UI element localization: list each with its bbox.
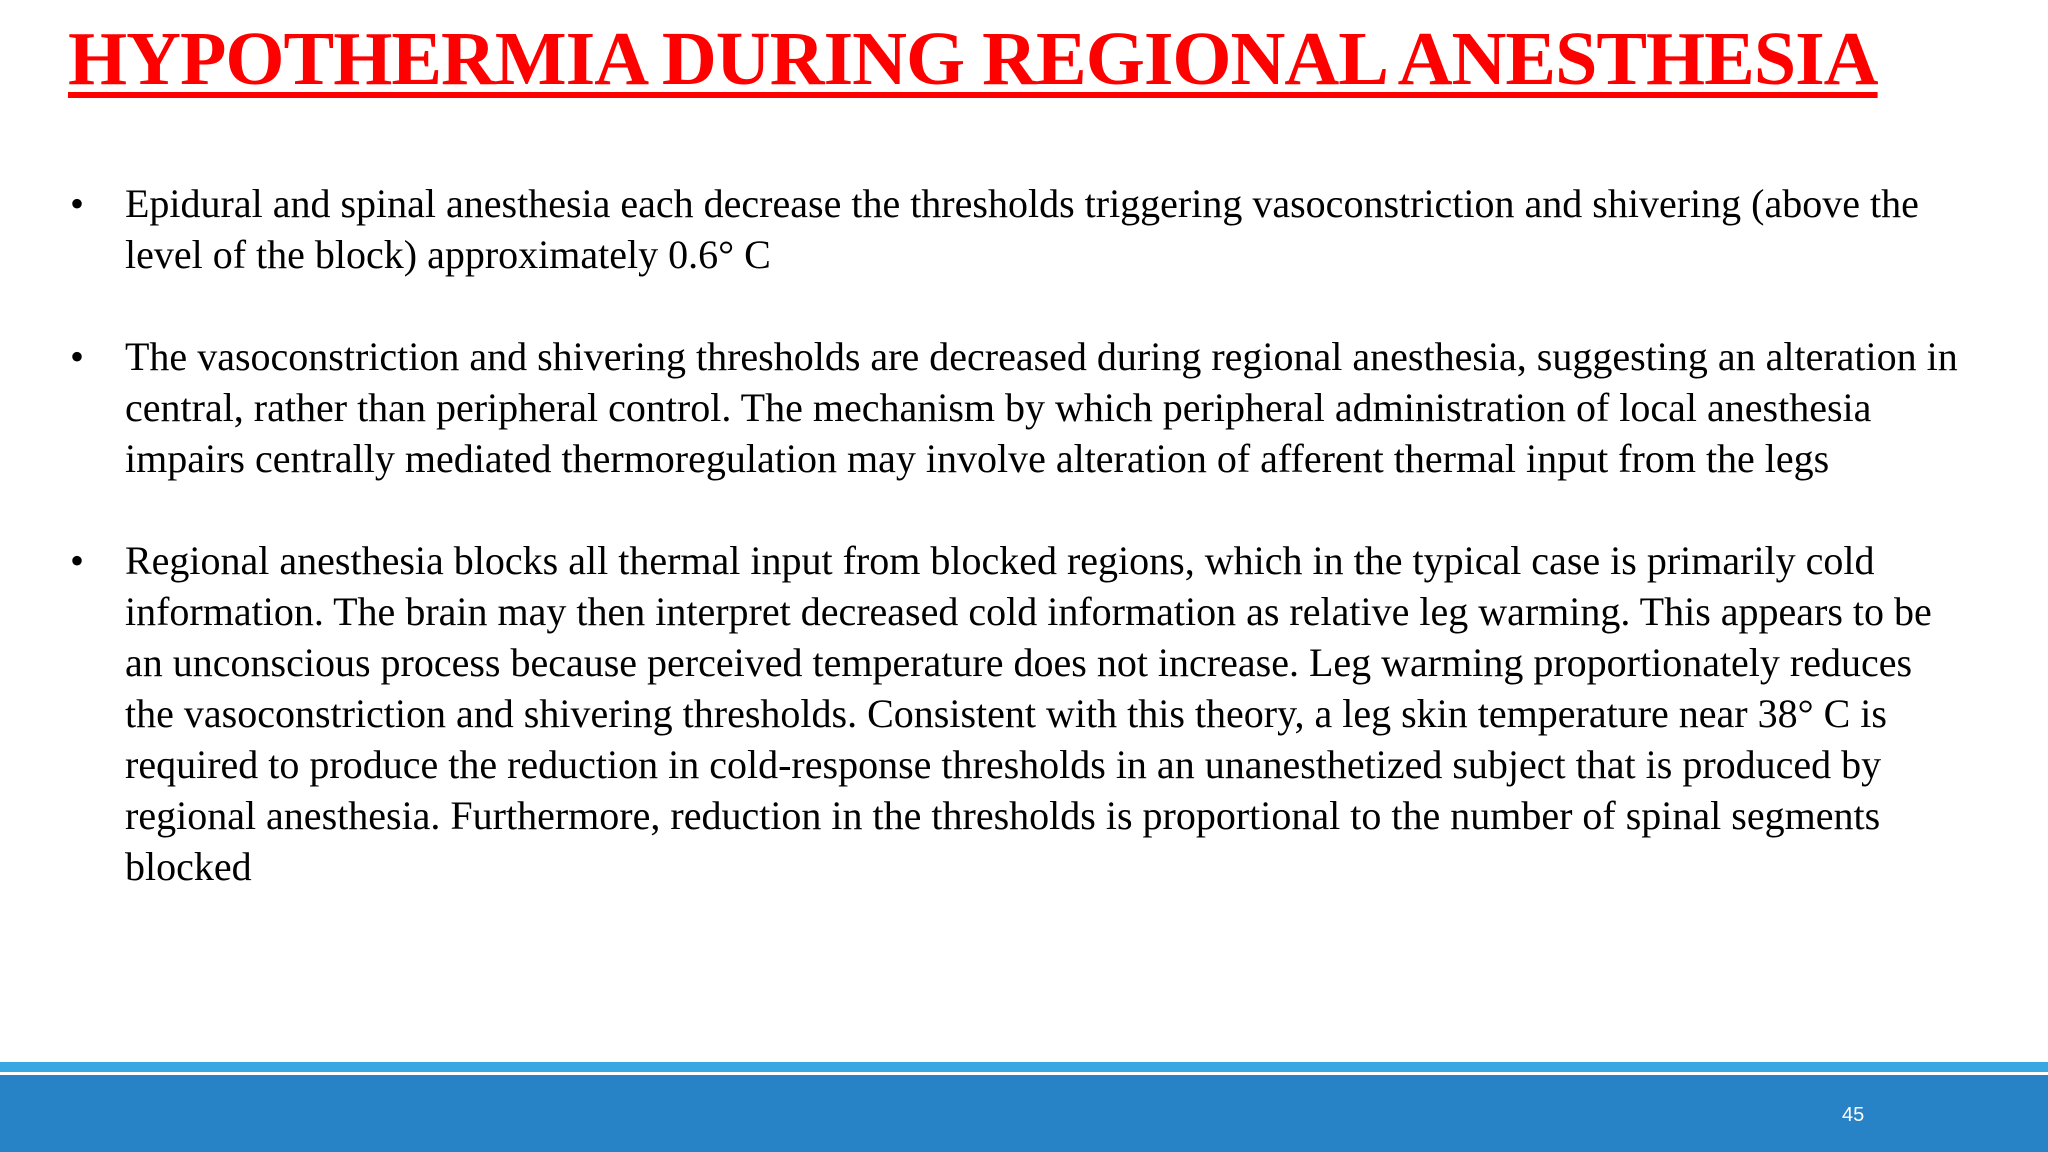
slide-title: HYPOTHERMIA DURING REGIONAL ANESTHESIA — [68, 17, 1878, 101]
bullet-list — [70, 178, 1970, 943]
page-number: 45 — [1842, 1104, 1865, 1126]
bullet-item — [70, 535, 1970, 892]
bullet-marker: • — [70, 181, 85, 226]
bullet-item — [70, 331, 1970, 484]
bullet-marker: • — [70, 538, 85, 583]
bullet-text: Epidural and spinal anesthesia each decrease the thresholds triggering vasoconstriction and shivering (above the level of the block) approximately 0.6° C — [125, 181, 1919, 277]
footer-bar — [0, 1075, 2048, 1152]
footer-accent-line — [0, 1062, 2048, 1072]
bullet-marker: • — [70, 334, 85, 379]
bullet-text: Regional anesthesia blocks all thermal input from blocked regions, which in the typical case is primarily cold information. The brain may then interpret decreased cold information as relative leg warming. This appears to be an unconscious process because perceived temperature does not increase. Leg warming proportionately reduces the vasoconstriction and shivering thresholds. Consistent with this theory, a leg skin temperature near 38° C is required to produce the reduction in cold-response thresholds in an unanesthetized subject that is produced by regional anesthesia. Furthermore, reduction in the thresholds is proportional to the number of spinal segments blocked — [125, 538, 1932, 889]
bullet-item — [70, 178, 1970, 280]
bullet-text: The vasoconstriction and shivering thresholds are decreased during regional anesthesia, suggesting an alteration in central, rather than peripheral control. The mechanism by which peripheral administration of local anesthesia impairs centrally mediated thermoregulation may involve alteration of afferent thermal input from the legs — [125, 334, 1958, 481]
